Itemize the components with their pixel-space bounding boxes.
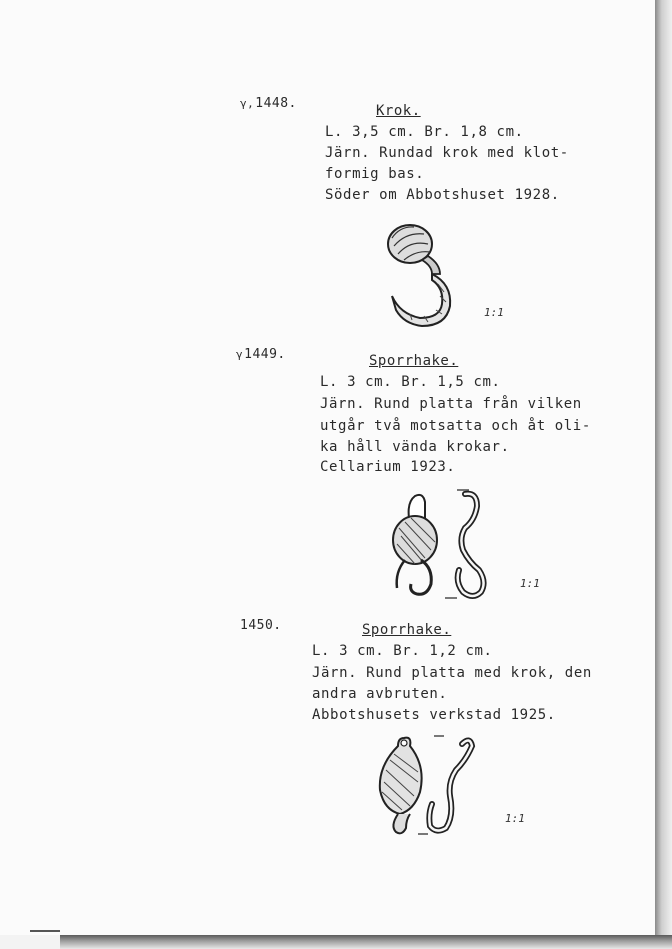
entry-findspot: Cellarium 1923. — [320, 459, 456, 475]
entry-number-value: 1450. — [240, 618, 282, 633]
page-bottom-edge — [60, 935, 672, 949]
entry-description: Järn. Rund platta från vilken — [320, 396, 582, 412]
entry-measurements: L. 3 cm. Br. 1,5 cm. — [320, 374, 501, 390]
entry-measurements: L. 3,5 cm. Br. 1,8 cm. — [325, 124, 524, 140]
entry-description: utgår två motsatta och åt oli- — [320, 418, 591, 434]
spur-hook-drawing — [385, 488, 495, 603]
scale-label: 1:1 — [505, 812, 525, 825]
entry-check-mark: γ, — [240, 97, 255, 110]
entry-title: Sporrhake. — [362, 622, 452, 638]
entry-title: Krok. — [376, 103, 421, 119]
entry-findspot: Söder om Abbotshuset 1928. — [325, 187, 560, 203]
entry-findspot: Abbotshusets verkstad 1925. — [312, 707, 556, 723]
entry-number — [236, 347, 286, 362]
entry-description: andra avbruten. — [312, 686, 448, 702]
page-edge-shadow — [655, 0, 672, 949]
entry-description: formig bas. — [325, 166, 425, 182]
margin-mark — [30, 930, 60, 932]
hook-drawing — [380, 218, 470, 333]
entry-check-mark: γ — [236, 348, 244, 361]
entry-number-value: 1448. — [255, 96, 297, 111]
entry-number — [240, 96, 297, 111]
scale-label: 1:1 — [484, 306, 504, 319]
entry-measurements: L. 3 cm. Br. 1,2 cm. — [312, 643, 493, 659]
entry-description: ka håll vända krokar. — [320, 439, 510, 455]
entry-description: Järn. Rundad krok med klot- — [325, 145, 569, 161]
entry-number — [240, 618, 282, 633]
spur-hook-drawing — [370, 730, 480, 840]
entry-number-value: 1449. — [244, 347, 286, 362]
entry-description: Järn. Rund platta med krok, den — [312, 665, 592, 681]
scale-label: 1:1 — [520, 577, 540, 590]
entry-title: Sporrhake. — [369, 353, 459, 369]
